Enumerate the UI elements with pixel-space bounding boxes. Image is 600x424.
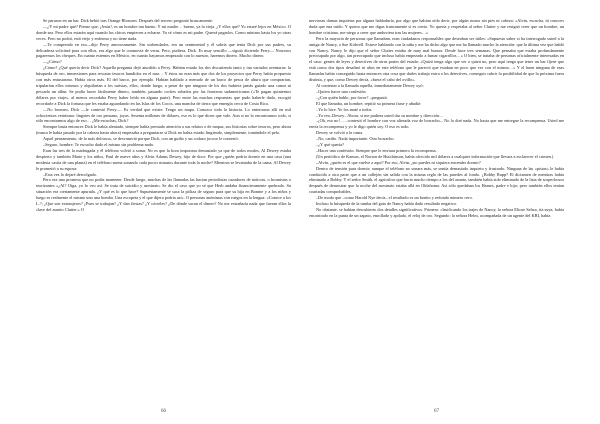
right-page <box>309 18 565 414</box>
paragraph: –Seguro, hombre. Te escucho dado el mismo sin problema nada. <box>43 142 154 148</box>
paragraph: —Te comprendo en eso—dijo Perry amorosamente. Sin sorbendados, era un sentimental y él sabría que tenía Dick por sus padres, su delicadeza solicitud para con ellos, era algo que le conmovía de veras. Pero, pudiera, Dick. Es muy sencillo —siguió diciendo Perry— Nosotros pagaremos los cheques. En cuanto estemos en México, en cuanto hayamos empezado con lo nuestro, haremos dinero. Mucho dinero. <box>36 41 291 59</box>
left-page-text <box>36 18 291 213</box>
paragraph: Siempre hasta entonces Dick le había alentado, siempre había prestado atención a sus relatos o de mapas, sus historias sobre tesoros, pero ahora (nunca le había pasado por la cabeza hasta ahora) empezaba a preguntarse si Dick no había estado fingiendo, simplemente, tomándole el pelo. <box>36 124 291 136</box>
paragraph: Dentro de tensión para dormir; aunque el teléfono no sonara más, se sentía demasiado inquieto y frustrado. Ninguna de las «pistas» le había conducido a otra parte que a un callejón sin salida con la misma regla de las paredes al fondo. ¿Bobby Rupp? El dictamen de mentiras había eliminado a Bobby. Y el señor Smith, el agricultor que hacía mucho tiempo a los del asunto, también había sido eliminado de la lista de sospechosos después de demostrar que la noche del asesinato estaba allá en Oklahoma. Así sólo quedaban los Hames, padre e hijo; pero también ellos tenían coartadas comprobables. <box>309 165 565 195</box>
paragraph: Aquel pensamiento, de lo más doloroso, se desvaneció porque Dick, con un guiño y un codazo jocoso le contestó: <box>43 136 239 142</box>
paragraph: –¡Oh, eso no!… –contestó el hombre con voz alterada voz de borracho–. No lo diré nada. No hasta que me entregue la recompensa. Usted me envía la recompensa y yo le digo quién soy. O eso es todo. <box>309 118 564 130</box>
paragraph: Dewey se volvió a la cama. <box>316 130 364 136</box>
paragraph: —¿Y mi padre qué? Piense que, ¡Jesús!, es un hombre tan bueno. Y mi madre… bueno, ya la vieja. ¿Y ellos qué? Yo estaré lejos en México. O donde sea. Pero ellos estarán aquí cuando los chicos empiecen a echarse. Ya sé cómo es mi padre. Querrá pagarlos. Como mínimo hasta los yo otras veces. Pero no podrá, está viejo y enfermo y no tiene nada. <box>36 23 291 41</box>
paragraph: –Esta vez lo dejaré descolgado. <box>43 171 98 177</box>
paragraph: –No, cariño. Nada importante. Otro borracho. <box>316 136 395 142</box>
paragraph: Incluso la búsqueda de la tumba del gato de Nancy había dado resultado negativo. <box>316 201 458 207</box>
paragraph: –Quiero hacer una confesión. <box>316 88 367 94</box>
paragraph: nerviosas damas inquietas por alguna habladuría, por algo que habían oído decir, por algún rumor sin pies ni cabeza: «Alvin, escucha, tú conoces duda que ena ruido. Y quiero que me digas francamente si es cierto. Yo quería y respetaba al señor Clutter y me resignó creer que un hombre, un hombre cristiano, me niego a creer que anduviera tras las mujeres…» <box>309 18 564 35</box>
paragraph: –De modo que –como Harold Nye decía– el resultado es un bonito y redondo número cero. <box>316 195 473 201</box>
paragraph: Se pararon en un bar. Dick bebió tras Orange Blossom. Después del tercero preguntó bruscamente: <box>43 18 213 23</box>
paragraph: –Yo lo hice. Yo los maté a todos. <box>316 106 373 112</box>
paragraph: —No bromeo, Dick —le contestó Perry—. Es verdad que existe. Tengo un mapa. Conozco toda la historia. Lo enterraron allí en mil ochocientos veintiuno: lingotes de oro peruano, joyas. Sesenta millones de dólares, eso es lo que dicen que vale. Aun si no lo encontramos todo, si sólo encontramos algo de eso… ¿Me escuchas, Dick? <box>36 106 291 124</box>
paragraph: –¿Con quién hablo, por favor? –preguntó. <box>316 94 388 100</box>
paragraph: Eran las tres de la madrugada y él teléfono volvió a sonar. No es que la hora importara demasiado ya que de todos modos, Al Dewey estaba despierto y también Marie y los niños, Paul de nueve años y Alvin Adams Dewey, hijo de doce. Por que ¿quién podría dormir en una casa (una modesta casita de una planta) en el teléfono suena sonando cada pocos minutos durante toda la noche? Mientras se levantaba de la cama, Al Dewey le prometió a su esposa: <box>36 147 291 171</box>
paragraph: No obstante, se habían descubierto dos detalles significativos. Primero: clasificando los trajes de Nancy, la señora Eliose Selsor, tía suya, había encontrado en la punta de un zapato, enrollado y apilado, el reloj de oro. Segundo: la señora Helm, acompañada de un agente del KBI, había <box>309 207 564 218</box>
paragraph: El que llamaba, un hombre, repitió su primera frase y añadió: <box>316 100 422 106</box>
paragraph: –Hacer una confesión. Siempre que le enviara primero la recompensa. <box>316 147 437 153</box>
right-page-text <box>309 18 564 219</box>
paragraph: –Ya veo–Dewey– Ahora, si me pudiera usted dar su nombre y dirección… <box>316 112 444 118</box>
paragraph: (Un periódico de Kansas, el Norton de Hutchinson, había ofrecido mil dólares a cualquier información que llevara a esclarecer el crimen.) <box>316 153 554 159</box>
paragraph: —¿Cómo? <box>43 59 62 65</box>
paragraph: –¿Y qué quería? <box>316 142 344 148</box>
left-page <box>36 18 291 414</box>
paragraph: Pero era una promesa que no podía mantener. Desde luego, muchas de las llamadas las hacían periodistas cazadores de noticias, o bromistas o teorizantes «¿Al? Oiga, yo lo veo así. Se trata de suicidio y asesinato. Se dio el caso que yo sé que Herb andaba financieramente quebrado. Su situación era ciertamente apurada. ¿Y qué es lo que hace? Supuestamente se saca la póliza de seguro para que su hija en Bonnie y a los niños y luego es realmente el mismo uno una bomba. Una escopeta y el que dijera podría así». O personas anónimas con ruegos en la lengua: «Conoce a los L.?; ¿Que son extranjeros? ¿Pues se trabajan? ¿Y dan fiestas? ¿Y cócteles? ¿De dónde sacan el dinero? No me extrañaría nada que fueran ellos la clave del asunto Clutter.» O <box>36 177 291 212</box>
paragraph: Al contestar a la llamada aquella, inmediatamente Dewey oyó: <box>316 82 424 88</box>
paragraph: Pero la mayoría de personas que llamaban, eran ciudadanos responsables que deseaban ser útiles: «Supuesto saber si ha interrogado usted a la amiga de Nancy, a Sue Kidwell. Estuve hablando con la niña y me ha dicho algo que me ha llamado mucho la atención: que la última vez que habló con Nancy, Nancy le dijo que el señor Clutter estaba de muy mal humor. Desde hace tres semanas. Que pensaba que estaba profundamente preocupado por algo, tan preocupado que incluso había empezado a fumar cigarrillos…» O bien, se trataba de personas oficialmente interesadas en el caso: gentes de leyes y detectives de otras partes del estado: «Quizá tenga algo que ver o quizá no, pero aquí tenga que tener un bar fíjese que está como dos tipos desafinó ni años en este teléfono que le pareció que estaban en poco que ver con el mismo…» Y el buen ninguna de esas llamadas había conseguido hasta entonces otra cosa que darles trabajo extra a los detectives, conseguir cubrir la posibilidad de que la próxima fuera distinta, y que, como Dewey decía, «fuera el cabo del ovillo». <box>309 35 564 83</box>
paragraph: ¿Cómo? ¿Qué quería decir Dick? Aquella pregunta dejó aturdido a Perry. Habían estado los dos discutiendo tanto y tan variados aventuras: la búsqueda de oro, inmersiones para rescatar tesoros hundidos en el mar… Y éstos no eran más que dos de los proyectos que Perry había propuesto con más entusiasmo. Había otros más. El del barco, por ejemplo. Habían hablado a menudo de un barco de pesca de altura que comprarían, tripularían ellos mismos y alquilarían a los turistas, ellos, donde luego, a pesar de que ninguno de los dos hubiera jamás guiado una canoa ni pescado un albur. Se podía hacer fácilmente dinero, también, pasando coches robados por las fronteras sudamericanas («Te pagan quinientos dólares por viaje», al menos recordaba Perry haber leído en alguna parte). Pero entre las muchas respuestas que pudo haberle dado, escogió recordarle a Dick la fortuna que les estaba aguardando en las Islas de los Cocos, una mancha de tierra que emergía cerca de Costa Rica. <box>36 65 291 106</box>
left-page-number: 66 <box>161 409 166 414</box>
right-page-number: 67 <box>434 409 439 414</box>
paragraph: –Alvin, ¿quién es el que vuelve a aquí? Por eso, Alvin, ¿no puedes ni siquiera encender dormir? <box>316 159 481 165</box>
